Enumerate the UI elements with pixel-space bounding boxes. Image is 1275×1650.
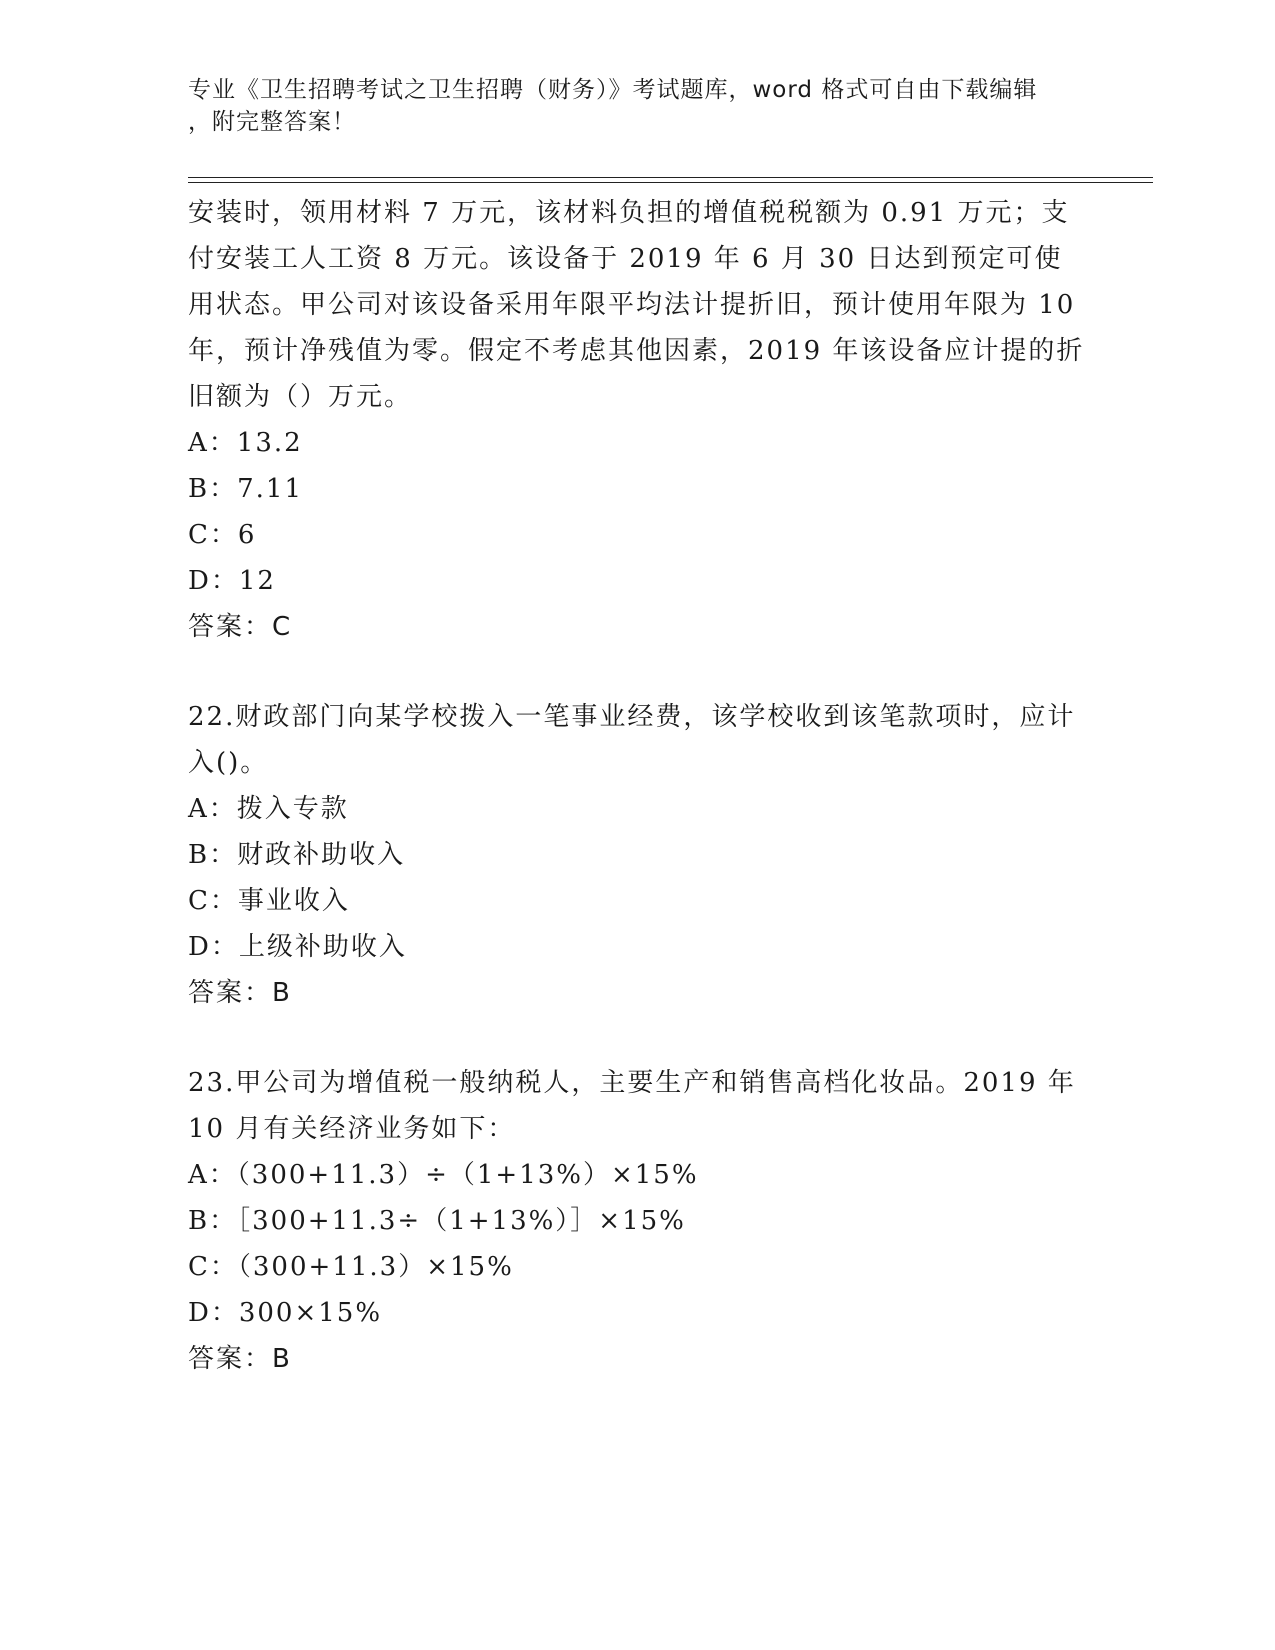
answer-line: 答案：B bbox=[188, 1344, 292, 1374]
answer-line: 答案：B bbox=[188, 978, 292, 1008]
option-a: A：拨入专款 bbox=[188, 794, 349, 824]
option-c: C：6 bbox=[188, 520, 257, 550]
question-stem: 22.财政部门向某学校拨入一笔事业经费，该学校收到该笔款项时，应计入()。 bbox=[188, 702, 1076, 778]
header-divider-bottom bbox=[188, 182, 1153, 183]
document-header bbox=[188, 74, 1088, 138]
document-body bbox=[188, 190, 1088, 1382]
option-b: B：财政补助收入 bbox=[188, 840, 406, 870]
option-d: D：12 bbox=[188, 566, 276, 596]
option-d: D：300×15% bbox=[188, 1298, 383, 1328]
question-stem: 安装时，领用材料 7 万元，该材料负担的增值税税额为 0.91 万元；支付安装工人工资 8 万元。该设备于 2019 年 6 月 30 日达到预定可使用状态。甲公司对该设备采用年限平均法计提折旧，预计使用年限为 10 年，预计净残值为零。假定不考虑其他因素，2019 年该设备应计提的折旧额为（）万元。 bbox=[188, 198, 1085, 412]
option-d: D：上级补助收入 bbox=[188, 932, 407, 962]
option-c: C：（300+11.3）×15% bbox=[188, 1252, 514, 1282]
option-a: A：（300+11.3）÷（1+13%）×15% bbox=[188, 1160, 699, 1190]
option-a: A：13.2 bbox=[188, 428, 303, 458]
header-title-line-1: 专业《卫生招聘考试之卫生招聘（财务）》考试题库，word 格式可自由下载编辑 bbox=[188, 77, 1038, 103]
question-stem: 23.甲公司为增值税一般纳税人，主要生产和销售高档化妆品。2019 年 10 月有关经济业务如下： bbox=[188, 1068, 1076, 1144]
question-21 bbox=[188, 190, 1088, 650]
question-spacer bbox=[188, 1016, 1088, 1060]
question-22 bbox=[188, 694, 1088, 1016]
option-b: B：［300+11.3÷（1+13%）］×15% bbox=[188, 1206, 686, 1236]
header-divider-top bbox=[188, 177, 1153, 178]
header-title-line-2: ，附完整答案！ bbox=[188, 109, 356, 135]
option-b: B：7.11 bbox=[188, 474, 303, 504]
option-c: C：事业收入 bbox=[188, 886, 350, 916]
question-spacer bbox=[188, 650, 1088, 694]
question-23 bbox=[188, 1060, 1088, 1382]
answer-line: 答案：C bbox=[188, 612, 293, 642]
